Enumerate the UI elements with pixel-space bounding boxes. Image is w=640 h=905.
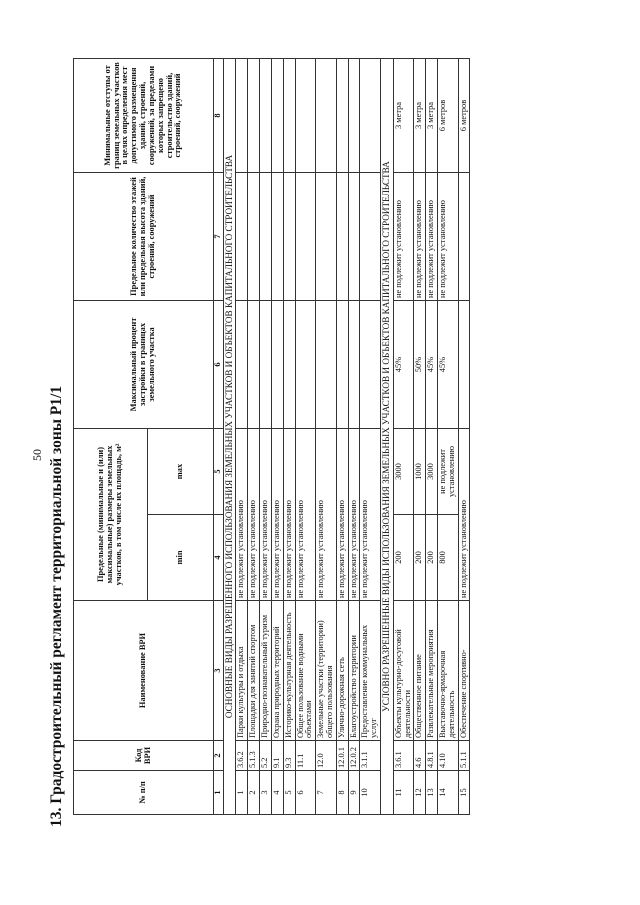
row-name: Общественное питание	[414, 601, 426, 741]
page-title: 13. Градостроительный регламент территориальной зоны Р1/1	[48, 385, 65, 827]
row-number: 11	[393, 771, 414, 815]
row-floors	[348, 173, 360, 301]
row-name: Природно-познавательный туризм	[260, 601, 272, 741]
row-floors: не подлежит установлению	[437, 173, 458, 301]
row-setback	[348, 59, 360, 173]
row-name: Земельные участки (территории) общего пользования	[316, 601, 337, 741]
regulation-table	[73, 58, 470, 815]
table-row	[336, 59, 348, 815]
row-percent: 45%	[426, 301, 438, 429]
table-row	[437, 59, 458, 815]
row-setback: 3 метра	[414, 59, 426, 173]
row-floors: не подлежит установлению	[426, 173, 438, 301]
row-number: 10	[360, 771, 381, 815]
row-number: 13	[426, 771, 438, 815]
header-num: № п/п	[74, 771, 214, 815]
row-setback	[271, 59, 283, 173]
section-conditional-title: УСЛОВНО РАЗРЕШЕННЫЕ ВИДЫ ИСПОЛЬЗОВАНИЯ ЗЕМЕЛЬНЫХ УЧАСТКОВ И ОБЪЕКТОВ КАПИТАЛЬНОГО СТРОИТЕЛЬСТВА	[381, 59, 394, 815]
row-code: 3.6.1	[393, 741, 414, 771]
row-setback	[336, 59, 348, 173]
row-min: 800	[437, 515, 458, 601]
page-number: 50	[30, 449, 44, 461]
row-code: 9.3	[283, 741, 295, 771]
row-code: 5.2	[260, 741, 272, 771]
row-code: 4.6	[414, 741, 426, 771]
row-code: 9.1	[271, 741, 283, 771]
row-name: Объекты культурно-досуговой деятельности	[393, 601, 414, 741]
row-name: Историко-культурная деятельность	[283, 601, 295, 741]
table-row	[295, 59, 316, 815]
row-number: 1	[236, 771, 248, 815]
section-conditional-row	[381, 59, 394, 815]
col-number: 3	[214, 601, 224, 741]
row-name: Общее пользование водными объектами	[295, 601, 316, 741]
row-number: 2	[248, 771, 260, 815]
table-row	[414, 59, 426, 815]
row-code: 12.0	[316, 741, 337, 771]
row-percent: 50%	[414, 301, 426, 429]
col-number: 4	[214, 515, 224, 601]
row-name: Обеспечение спортивно-	[458, 601, 470, 741]
row-name: Благоустройство территории	[348, 601, 360, 741]
row-sizes: не подлежит установлению	[458, 429, 470, 601]
row-number: 5	[283, 771, 295, 815]
row-floors	[271, 173, 283, 301]
row-min: 200	[393, 515, 414, 601]
row-setback	[260, 59, 272, 173]
row-name: Площадки для занятий спортом	[248, 601, 260, 741]
table-row	[248, 59, 260, 815]
row-floors: не подлежит установлению	[393, 173, 414, 301]
row-percent: 45%	[437, 301, 458, 429]
row-percent	[260, 301, 272, 429]
row-number: 9	[348, 771, 360, 815]
row-sizes: не подлежит установлению	[336, 429, 348, 601]
row-max: 3000	[393, 429, 414, 515]
row-floors	[458, 173, 470, 301]
col-number: 2	[214, 741, 224, 771]
section-main-title: ОСНОВНЫЕ ВИДЫ РАЗРЕШЕННОГО ИСПОЛЬЗОВАНИЯ ЗЕМЕЛЬНЫХ УЧАСТКОВ И ОБЪЕКТОВ КАПИТАЛЬНОГО СТРОИТЕЛЬСТВА	[223, 59, 236, 815]
header-floors: Предельное количество этажей или предельная высота зданий, строений, сооружений	[74, 173, 214, 301]
row-sizes: не подлежит установлению	[283, 429, 295, 601]
table-row	[283, 59, 295, 815]
row-percent	[316, 301, 337, 429]
row-sizes: не подлежит установлению	[248, 429, 260, 601]
header-percent: Максимальный процент застройки в границах земельного участка	[74, 301, 214, 429]
row-max: 1000	[414, 429, 426, 515]
row-name: Выставочно-ярмарочная деятельность	[437, 601, 458, 741]
row-setback	[283, 59, 295, 173]
row-name: Предоставление коммунальных услуг	[360, 601, 381, 741]
table-row	[260, 59, 272, 815]
table-row	[458, 59, 470, 815]
table-row	[236, 59, 248, 815]
col-number: 5	[214, 429, 224, 515]
row-min: 200	[426, 515, 438, 601]
row-setback	[248, 59, 260, 173]
row-setback	[360, 59, 381, 173]
row-sizes: не подлежит установлению	[295, 429, 316, 601]
header-name: Наименование ВРИ	[74, 601, 214, 741]
row-min: 200	[414, 515, 426, 601]
row-percent: 45%	[393, 301, 414, 429]
row-percent	[295, 301, 316, 429]
row-sizes: не подлежит установлению	[360, 429, 381, 601]
col-number: 6	[214, 301, 224, 429]
header-sizes: Предельные (минимальные и (или) максимальные) размеры земельных участков, в том числе их площадь, м²	[74, 429, 148, 601]
row-number: 6	[295, 771, 316, 815]
row-number: 8	[336, 771, 348, 815]
row-number: 3	[260, 771, 272, 815]
row-percent	[336, 301, 348, 429]
row-setback	[236, 59, 248, 173]
row-percent	[283, 301, 295, 429]
section-main-row	[223, 59, 236, 815]
row-number: 12	[414, 771, 426, 815]
row-floors	[360, 173, 381, 301]
row-percent	[458, 301, 470, 429]
header-setback: Минимальные отступы от границ земельных участков в целях определения мест допустимого размещения зданий, строений, сооружений, за пределами которых запрещено строительство зданий, строений, сооружений	[74, 59, 214, 173]
row-setback: 3 метра	[426, 59, 438, 173]
row-name: Развлекательные мероприятия	[426, 601, 438, 741]
row-code: 4.8.1	[426, 741, 438, 771]
col-number: 7	[214, 173, 224, 301]
table-row	[360, 59, 381, 815]
row-number: 15	[458, 771, 470, 815]
table-row	[271, 59, 283, 815]
row-code: 3.1.1	[360, 741, 381, 771]
row-floors	[295, 173, 316, 301]
row-sizes: не подлежит установлению	[260, 429, 272, 601]
col-number: 8	[214, 59, 224, 173]
row-setback	[316, 59, 337, 173]
table-row	[348, 59, 360, 815]
row-number: 14	[437, 771, 458, 815]
row-code: 4.10	[437, 741, 458, 771]
row-percent	[348, 301, 360, 429]
row-code: 5.1.3	[248, 741, 260, 771]
table-row	[316, 59, 337, 815]
row-sizes: не подлежит установлению	[271, 429, 283, 601]
row-max: 3000	[426, 429, 438, 515]
row-floors	[260, 173, 272, 301]
row-sizes: не подлежит установлению	[348, 429, 360, 601]
row-sizes: не подлежит установлению	[316, 429, 337, 601]
row-number: 7	[316, 771, 337, 815]
col-number: 1	[214, 771, 224, 815]
row-floors	[316, 173, 337, 301]
row-setback: 6 метров	[437, 59, 458, 173]
row-percent	[360, 301, 381, 429]
table-row	[426, 59, 438, 815]
row-code: 5.1.1	[458, 741, 470, 771]
row-floors	[336, 173, 348, 301]
row-percent	[248, 301, 260, 429]
row-floors	[236, 173, 248, 301]
row-code: 11.1	[295, 741, 316, 771]
header-min: min	[148, 515, 214, 601]
row-code: 12.0.1	[336, 741, 348, 771]
row-max: не подлежит установлению	[437, 429, 458, 515]
row-code: 12.0.2	[348, 741, 360, 771]
row-number: 4	[271, 771, 283, 815]
row-percent	[236, 301, 248, 429]
row-percent	[271, 301, 283, 429]
row-floors	[248, 173, 260, 301]
row-sizes: не подлежит установлению	[236, 429, 248, 601]
row-code: 3.6.2	[236, 741, 248, 771]
row-name: Улично-дорожная сеть	[336, 601, 348, 741]
row-setback: 3 метра	[393, 59, 414, 173]
table-row	[393, 59, 414, 815]
row-name: Охрана природных территорий	[271, 601, 283, 741]
row-floors: не подлежит установлению	[414, 173, 426, 301]
header-max: max	[148, 429, 214, 515]
row-name: Парки культуры и отдыха	[236, 601, 248, 741]
header-code: Код ВРИ	[74, 741, 214, 771]
column-number-row	[214, 59, 224, 815]
row-setback	[295, 59, 316, 173]
row-floors	[283, 173, 295, 301]
row-setback: 6 метров	[458, 59, 470, 173]
